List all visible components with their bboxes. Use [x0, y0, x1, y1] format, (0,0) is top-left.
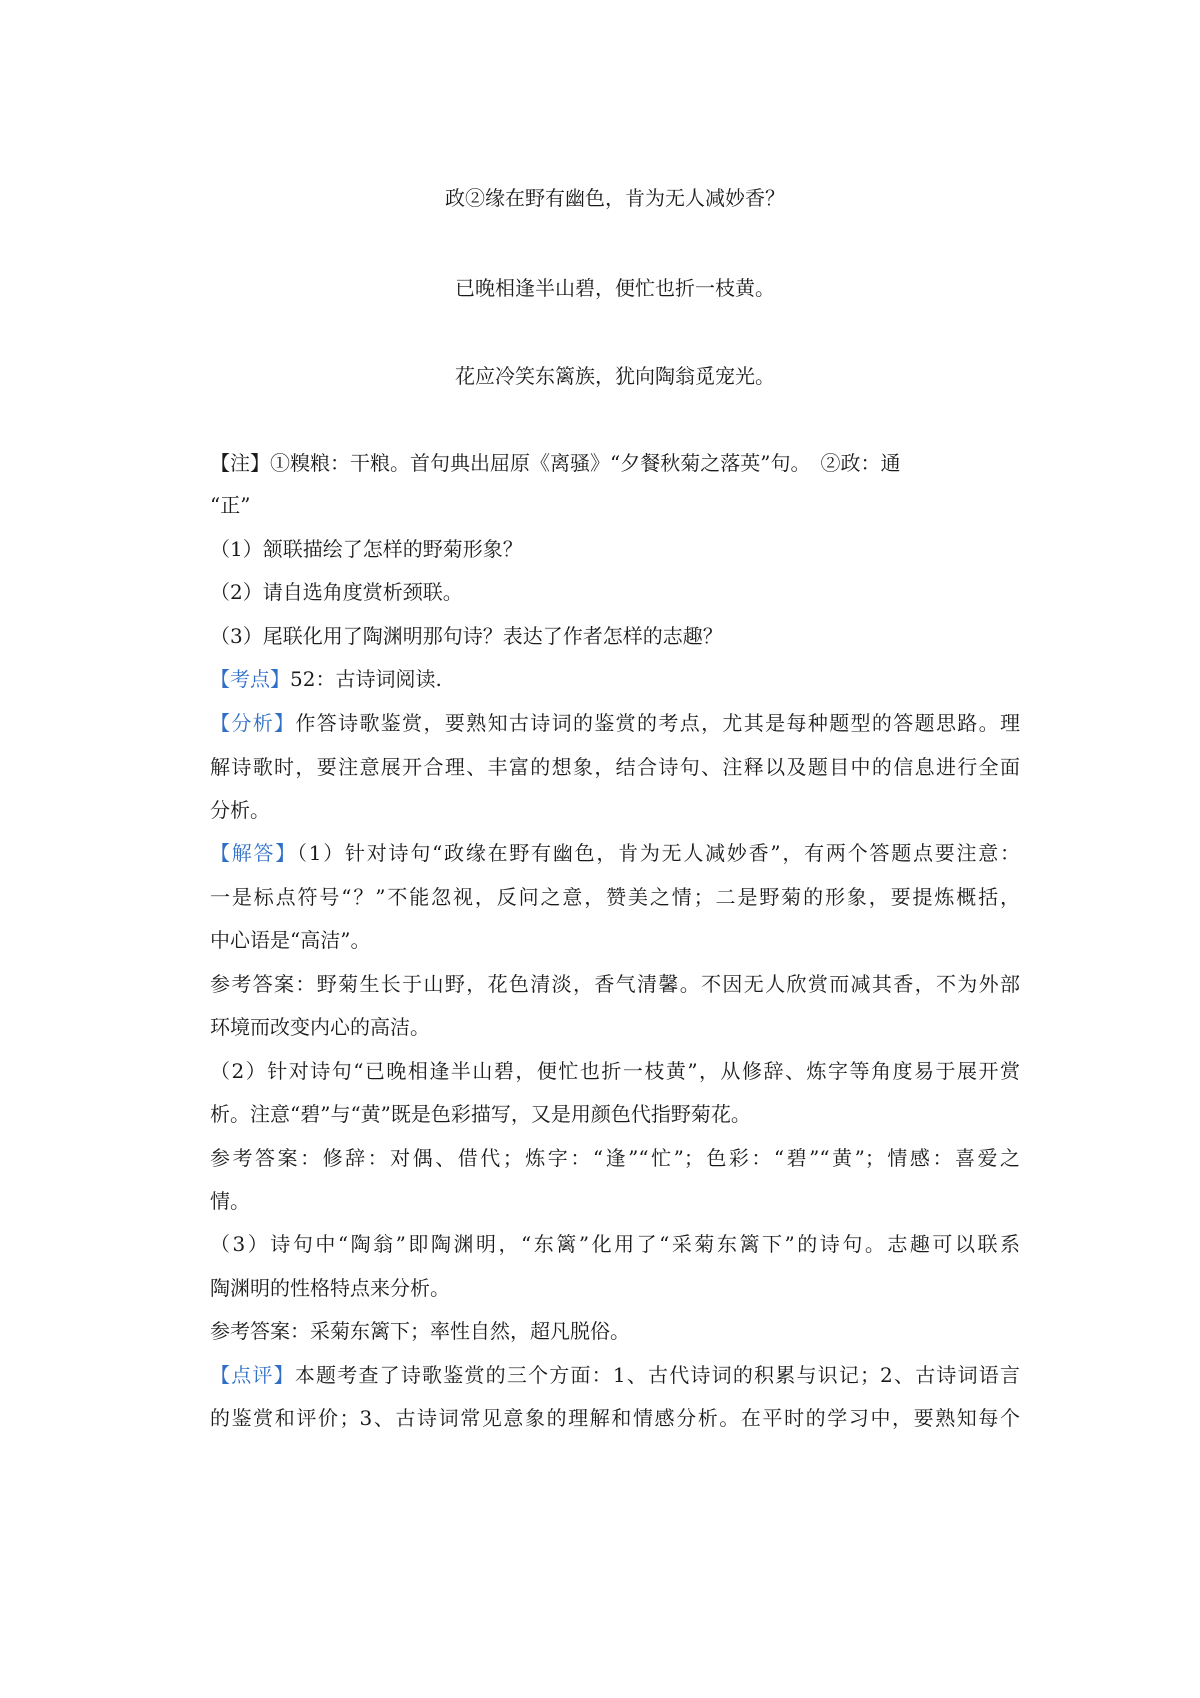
- note-line-1: 【注】①糗粮：干粮。首句典出屈原《离骚》“夕餐秋菊之落英”句。 ②政：通: [210, 451, 901, 475]
- jieda-tag: 【解答】: [210, 841, 298, 865]
- part-3-line-2: 陶渊明的性格特点来分析。: [210, 1276, 450, 1300]
- question-3: （3）尾联化用了陶渊明那句诗？表达了作者怎样的志趣？: [210, 624, 723, 648]
- kaodian-tag: 【考点】: [210, 667, 290, 691]
- kaodian-line: [210, 665, 1020, 693]
- poem-line-1: 政②缘在野有幽色，肯为无人减妙香？: [445, 186, 785, 210]
- dianping-line-2: 的鉴赏和评价；3、古诗词常见意象的理解和情感分析。在平时的学习中，要熟知每个: [210, 1406, 1020, 1430]
- answer-2-line-1: 参考答案：修辞：对偶、借代；炼字：“逢”“忙”；色彩：“碧”“黄”；情感：喜爱之: [210, 1146, 1020, 1170]
- poem-line-3: 花应冷笑东篱族，犹向陶翁觅宠光。: [455, 364, 775, 388]
- note-line-2: “正”: [210, 493, 251, 517]
- part-2-line-1: （2）针对诗句“已晚相逢半山碧，便忙也折一枝黄”，从修辞、炼字等角度易于展开赏: [210, 1059, 1020, 1083]
- fenxi-line-2: 解诗歌时，要注意展开合理、丰富的想象，结合诗句、注释以及题目中的信息进行全面: [210, 755, 1020, 779]
- part-2-line-2: 析。注意“碧”与“黄”既是色彩描写，又是用颜色代指野菊花。: [210, 1102, 751, 1126]
- answer-3: 参考答案：采菊东篱下；率性自然，超凡脱俗。: [210, 1319, 630, 1343]
- jieda-text-1: （1）针对诗句“政缘在野有幽色，肯为无人减妙香”，有两个答题点要注意：: [297, 841, 1020, 865]
- fenxi-tag: 【分析】: [210, 711, 296, 735]
- jieda-line-2: 一是标点符号“？”不能忽视，反问之意，赞美之情；二是野菊的形象，要提炼概括，: [210, 885, 1020, 909]
- question-1: （1）颔联描绘了怎样的野菊形象？: [210, 537, 523, 561]
- dianping-line-1: [210, 1361, 1020, 1389]
- part-3-line-1: （3）诗句中“陶翁”即陶渊明，“东篱”化用了“采菊东篱下”的诗句。志趣可以联系: [210, 1232, 1020, 1256]
- dianping-tag: 【点评】: [210, 1363, 295, 1387]
- fenxi-text-1: 作答诗歌鉴赏，要熟知古诗词的鉴赏的考点，尤其是每种题型的答题思路。理: [295, 711, 1021, 735]
- answer-1-line-2: 环境而改变内心的高洁。: [210, 1015, 430, 1039]
- jieda-line-1: [210, 839, 1020, 867]
- dianping-text-1: 本题考查了诗歌鉴赏的三个方面：1、古代诗词的积累与识记；2、古诗词语言: [294, 1363, 1021, 1387]
- poem-line-2: 已晚相逢半山碧，便忙也折一枝黄。: [455, 276, 775, 300]
- fenxi-line-1: [210, 709, 1020, 737]
- answer-1-line-1: 参考答案：野菊生长于山野，花色清淡，香气清馨。不因无人欣赏而减其香，不为外部: [210, 972, 1020, 996]
- answer-2-line-2: 情。: [210, 1189, 250, 1213]
- question-2: （2）请自选角度赏析颈联。: [210, 580, 463, 604]
- kaodian-text: 52：古诗词阅读.: [290, 667, 442, 691]
- fenxi-line-3: 分析。: [210, 798, 270, 822]
- jieda-line-3: 中心语是“高洁”。: [210, 928, 371, 952]
